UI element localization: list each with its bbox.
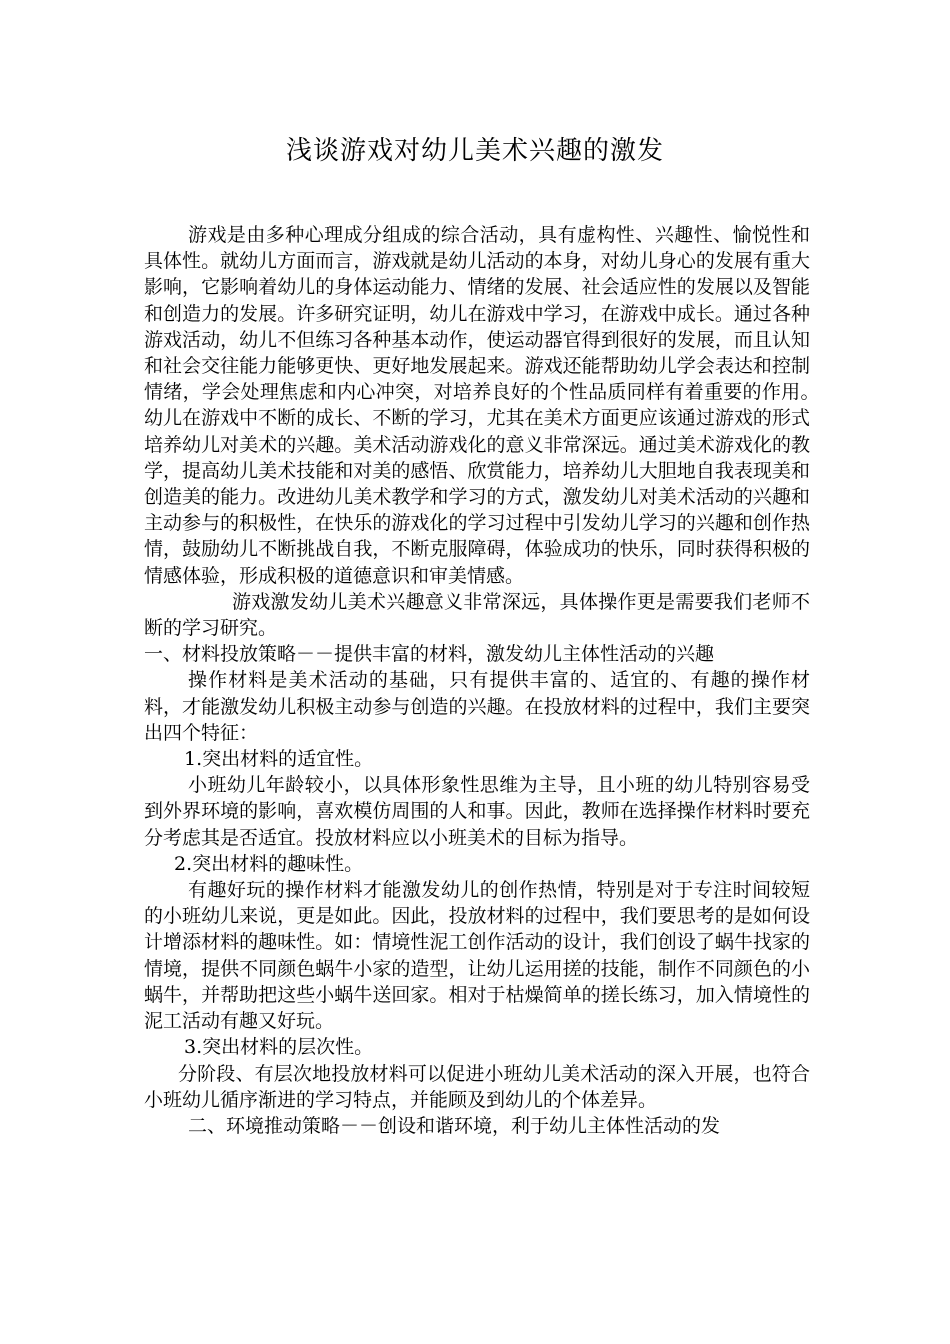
- paragraph-materials: 操作材料是美术活动的基础，只有提供丰富的、适宜的、有趣的操作材料，才能激发幼儿积极主动参与创造的兴趣。在投放材料的过程中，我们主要突出四个特征：: [144, 669, 810, 744]
- paragraph-levels: 分阶段、有层次地投放材料可以促进小班幼儿美术活动的深入开展，也符合小班幼儿循序渐进的学习特点，并能顾及到幼儿的个体差异。: [144, 1062, 810, 1111]
- document-title: 浅谈游戏对幼儿美术兴趣的激发: [285, 136, 664, 166]
- heading-section-1: 一、材料投放策略－－提供丰富的材料，激发幼儿主体性活动的兴趣: [144, 643, 715, 666]
- paragraph-summary: 游戏激发幼儿美术兴趣意义非常深远，具体操作更是需要我们老师不断的学习研究。: [144, 590, 810, 640]
- subheading-suitability: 1.突出材料的适宜性。: [184, 748, 374, 771]
- heading-section-2: 二、环境推动策略－－创设和谐环境，利于幼儿主体性活动的发: [188, 1114, 721, 1137]
- paragraph-suitability: 小班幼儿年龄较小，以具体形象性思维为主导，且小班的幼儿特别容易受到外界环境的影响，喜欢模仿周围的人和事。因此，教师在选择操作材料时要充分考虑其是否适宜。投放材料应以小班美术的目标为指导。: [144, 774, 810, 849]
- subheading-levels: 3.突出材料的层次性。: [184, 1036, 374, 1059]
- document-body: [144, 222, 830, 1139]
- subheading-interest: 2.突出材料的趣味性。: [174, 852, 364, 875]
- paragraph-intro: 游戏是由多种心理成分组成的综合活动，具有虚构性、兴趣性、愉悦性和具体性。就幼儿方面而言，游戏就是幼儿活动的本身，对幼儿身心的发展有重大影响，它影响着幼儿的身体运动能力、情绪的发展、社会适应性的发展以及智能和创造力的发展。许多研究证明，幼儿在游戏中学习，在游戏中成长。通过各种游戏活动，幼儿不但练习各种基本动作，使运动器官得到很好的发展，而且认知和社会交往能力能够更快、更好地发展起来。游戏还能帮助幼儿学会表达和控制情绪，学会处理焦虑和内心冲突，对培养良好的个性品质同样有着重要的作用。 幼儿在游戏中不断的成长、不断的学习，尤其在美术方面更应该通过游戏的形式培养幼儿对美术的兴趣。美术活动游戏化的意义非常深远。通过美术游戏化的教学，提高幼儿美术技能和对美的感悟、欣赏能力，培养幼儿大胆地自我表现美和创造美的能力。改进幼儿美术教学和学习的方式，激发幼儿对美术活动的兴趣和主动参与的积极性，在快乐的游戏化的学习过程中引发幼儿学习的兴趣和创作热情，鼓励幼儿不断挑战自我，不断克服障碍，体验成功的快乐，同时获得积极的情感体验，形成积极的道德意识和审美情感。: [144, 224, 830, 587]
- paragraph-interest: 有趣好玩的操作材料才能激发幼儿的创作热情，特别是对于专注时间较短的小班幼儿来说，更是如此。因此，投放材料的过程中，我们要思考的是如何设计增添材料的趣味性。如：情境性泥工创作活动的设计，我们创设了蜗牛找家的情境，提供不同颜色蜗牛小家的造型，让幼儿运用搓的技能，制作不同颜色的小蜗牛，并帮助把这些小蜗牛送回家。相对于枯燥简单的搓长练习，加入情境性的泥工活动有趣又好玩。: [144, 879, 810, 1033]
